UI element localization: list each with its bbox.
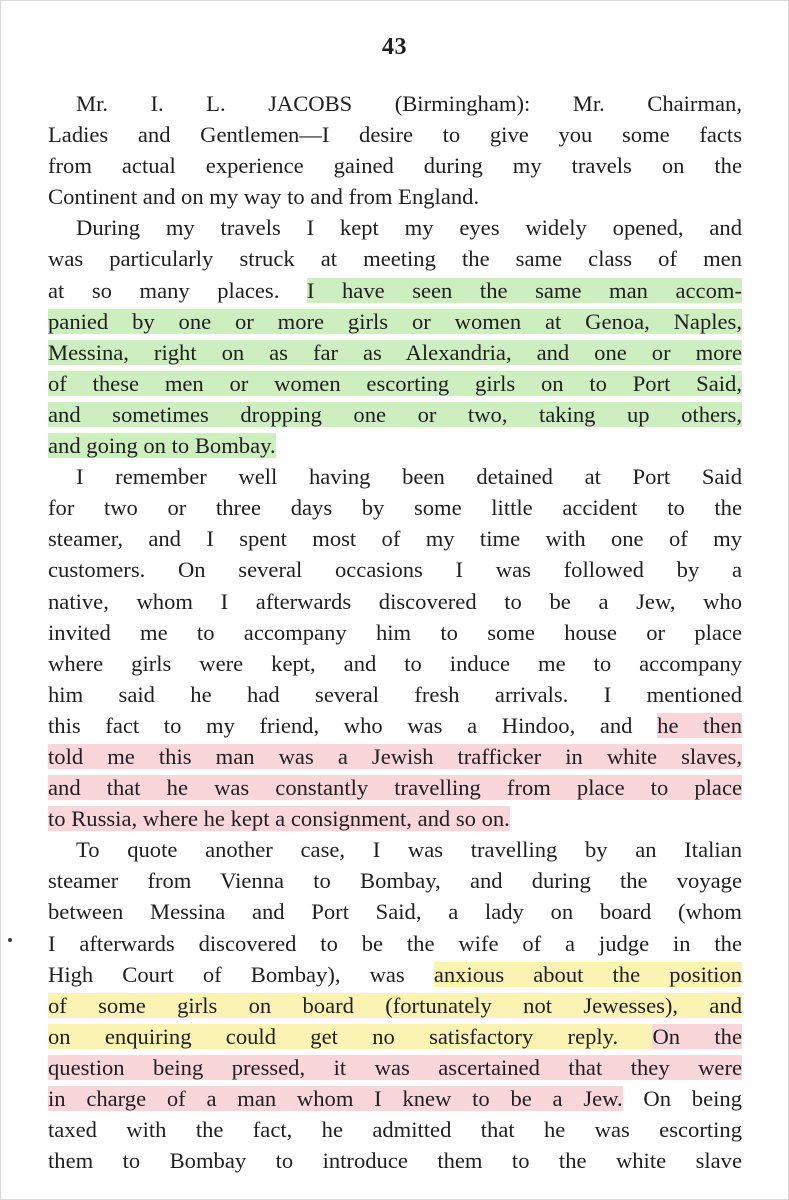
highlighted-text-pink: question being pressed, it was ascertained that they were	[48, 1054, 742, 1080]
text-line	[48, 741, 742, 772]
text-segment: him said he had several fresh arrivals. I mentioned	[48, 681, 742, 707]
text-segment: this fact to my friend, who was a Hindoo, and	[48, 712, 658, 738]
text-line	[48, 181, 742, 212]
document-body	[48, 88, 742, 1176]
text-segment: invited me to accompany him to some house or place	[48, 619, 742, 645]
text-line	[48, 119, 742, 150]
text-line	[48, 803, 742, 834]
text-line	[48, 710, 742, 741]
text-line	[48, 275, 742, 306]
highlighted-text-pink: On the	[652, 1023, 742, 1049]
text-line	[48, 586, 742, 617]
text-line	[48, 959, 742, 990]
text-line	[48, 461, 742, 492]
page-number: 43	[382, 34, 407, 60]
text-line	[48, 865, 742, 896]
text-segment: During my travels I kept my eyes widely opened, and	[76, 215, 742, 241]
text-line	[48, 1052, 742, 1083]
text-line	[48, 337, 742, 368]
text-segment: them to Bombay to introduce them to the white slave	[48, 1148, 742, 1174]
text-line	[48, 243, 742, 274]
text-segment: Continent and on my way to and from England.	[48, 184, 480, 210]
highlighted-text-yellow: of some girls on board (fortunately not Jewesses), and	[48, 992, 742, 1018]
text-segment: Ladies and Gentlemen—I desire to give you some facts	[48, 122, 742, 148]
text-line	[48, 679, 742, 710]
text-line	[48, 1114, 742, 1145]
text-segment: steamer, and I spent most of my time with one of my	[48, 526, 742, 552]
text-segment: I afterwards discovered to be the wife of a judge in the	[48, 930, 742, 956]
text-line	[48, 523, 742, 554]
text-line	[48, 492, 742, 523]
text-segment: taxed with the fact, he admitted that he was escorting	[48, 1117, 742, 1143]
text-segment: where girls were kept, and to induce me to accompany	[48, 650, 742, 676]
text-line	[48, 368, 742, 399]
text-line	[48, 772, 742, 803]
text-segment: customers. On several occasions I was followed by a	[48, 557, 742, 583]
text-line	[48, 212, 742, 243]
highlighted-text-pink: in charge of a man whom I knew to be a Jew.	[48, 1086, 623, 1111]
text-line	[48, 88, 742, 119]
text-segment: was particularly struck at meeting the same class of men	[48, 246, 742, 272]
highlighted-text-pink: to Russia, where he kept a consignment, and so on.	[48, 806, 510, 832]
text-segment: To quote another case, I was travelling by an Italian	[76, 837, 742, 863]
highlighted-text-pink: and that he was constantly travelling from place to place	[48, 775, 742, 801]
text-segment: between Messina and Port Said, a lady on board (whom	[48, 899, 742, 925]
highlighted-text-green: I have seen the same man accom-	[306, 277, 742, 303]
highlighted-text-pink: told me this man was a Jewish trafficker in white slaves,	[48, 743, 742, 769]
highlighted-text-yellow: on enquiring could get no satisfactory reply.	[48, 1023, 653, 1049]
text-line	[48, 990, 742, 1021]
text-line	[48, 1083, 742, 1114]
text-line	[48, 554, 742, 585]
text-line	[48, 1145, 742, 1176]
text-segment: for two or three days by some little accident to the	[48, 495, 742, 521]
text-segment: native, whom I afterwards discovered to be a Jew, who	[48, 588, 742, 614]
text-segment: On being	[622, 1086, 742, 1111]
text-line	[48, 399, 742, 430]
text-line	[48, 430, 742, 461]
text-segment: High Court of Bombay), was	[48, 961, 434, 987]
text-line	[48, 928, 742, 959]
text-line	[48, 617, 742, 648]
text-segment: I remember well having been detained at Port Said	[76, 464, 742, 490]
text-line	[48, 648, 742, 679]
text-segment: Mr. I. L. JACOBS (Birmingham): Mr. Chairman,	[76, 91, 742, 116]
text-line	[48, 896, 742, 927]
text-line	[48, 150, 742, 181]
highlighted-text-green: panied by one or more girls or women at Genoa, Naples,	[48, 308, 742, 334]
highlighted-text-green: and going on to Bombay.	[48, 433, 276, 459]
highlighted-text-green: Messina, right on as far as Alexandria, and one or more	[48, 339, 742, 365]
text-segment: steamer from Vienna to Bombay, and during the voyage	[48, 868, 742, 894]
text-line	[48, 306, 742, 337]
highlighted-text-pink: he then	[657, 712, 742, 738]
text-segment: from actual experience gained during my travels on the	[48, 153, 742, 179]
highlighted-text-yellow: anxious about the position	[433, 961, 742, 987]
text-line	[48, 834, 742, 865]
text-segment: at so many places.	[48, 277, 307, 303]
highlighted-text-green: and sometimes dropping one or two, taking up others,	[48, 401, 742, 427]
highlighted-text-green: of these men or women escorting girls on to Port Said,	[48, 370, 742, 396]
text-line	[48, 1021, 742, 1052]
stray-mark	[8, 938, 12, 942]
